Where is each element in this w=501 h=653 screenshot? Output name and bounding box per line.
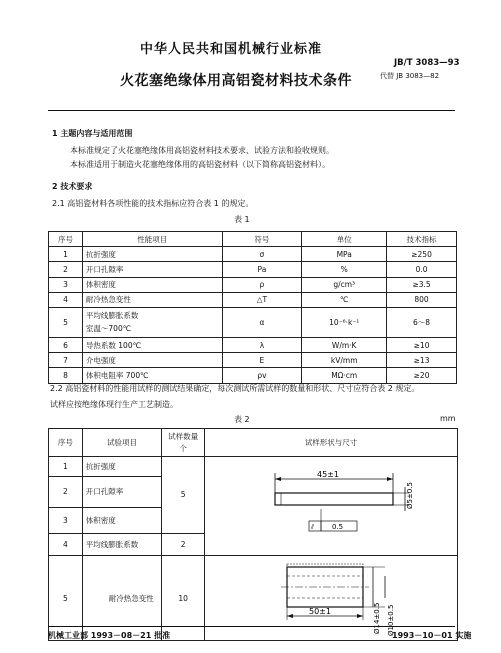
- table-row: [49, 556, 458, 641]
- table-cell-multiline: [82, 307, 222, 337]
- table-cell: 抗折强度: [82, 247, 222, 262]
- section-1-heading: 1 主题内容与适用范围: [52, 129, 133, 138]
- table-2-header: 序号: [49, 429, 83, 457]
- table-cell: 6～8: [387, 307, 457, 337]
- table-2-header-line: 个: [179, 443, 187, 453]
- table-row: [49, 353, 457, 368]
- section-2-2-line2: 试样应按绝缘体现行生产工艺制造。: [50, 400, 178, 409]
- drawing-1-tolerance: 0.5: [331, 523, 344, 531]
- table-cell: 3: [49, 277, 83, 292]
- table-cell-line: 平均线膨胀系数: [85, 311, 139, 321]
- effective-date: 1993－10－01 实施: [392, 631, 472, 640]
- table-cell: 5: [49, 307, 83, 337]
- drawing-2-length: 50±1: [308, 607, 331, 616]
- table-cell: 8: [49, 368, 83, 383]
- table-cell: λ: [222, 337, 302, 352]
- issued-by: 机械工业部 1993－08－21 批准: [48, 631, 171, 640]
- table-cell: Pa: [222, 262, 302, 277]
- replaces-standard: 代替 JB 3083—82: [380, 72, 440, 80]
- table-row: [49, 337, 457, 352]
- table-1-header-row: [49, 232, 457, 247]
- table-cell: 体积密度: [82, 507, 162, 533]
- table-cell: 体积电阻率 700℃: [82, 368, 222, 383]
- table-cell: MΩ·cm: [302, 368, 387, 383]
- table-cell: ≥13: [387, 353, 457, 368]
- table-2: [48, 428, 458, 641]
- table-2-header-line: 试样数量: [168, 431, 199, 441]
- table-2-header: 试样形状与尺寸: [204, 429, 457, 457]
- drawing-1-length: 45±1: [316, 470, 339, 479]
- table-cell: ≥10: [387, 337, 457, 352]
- document-title: 火花塞绝缘体用高铝瓷材料技术条件: [120, 73, 352, 89]
- table-cell: 5: [162, 457, 205, 534]
- table-cell: 开口孔隙率: [82, 262, 222, 277]
- section-1-p2: 本标准适用于制造火花塞绝缘体用的高铝瓷材料（以下简称高铝瓷材料）。: [70, 160, 330, 169]
- table-1: [48, 231, 457, 384]
- section-2-heading: 2 技术要求: [52, 182, 93, 191]
- table-cell: 6: [49, 337, 83, 352]
- table-row: [49, 247, 457, 262]
- table-1-header: 技术指标: [387, 232, 457, 247]
- standard-number: JB/T 3083—93: [394, 58, 460, 68]
- footer-rule: [48, 626, 455, 627]
- table-row: [49, 457, 458, 477]
- table-row: [49, 307, 457, 337]
- table-cell: 耐冷热急变性: [82, 292, 222, 307]
- table-cell: σ: [222, 247, 302, 262]
- table-cell: 2: [162, 533, 205, 555]
- table-cell: 800: [387, 292, 457, 307]
- table-cell: △T: [222, 292, 302, 307]
- table-cell: W/m·K: [302, 337, 387, 352]
- table-cell: ℃: [302, 292, 387, 307]
- issuing-org: 中华人民共和国机械行业标准: [140, 42, 323, 57]
- table-cell: E: [222, 353, 302, 368]
- table-row: [49, 368, 457, 383]
- table-cell: 开口孔隙率: [82, 477, 162, 508]
- table-cell: 1: [49, 457, 83, 477]
- drawing-2-id: Ø10±0.5: [386, 604, 395, 636]
- table-cell: 2: [49, 477, 83, 508]
- specimen-drawing-cell-2: [204, 556, 457, 641]
- table-cell: α: [222, 307, 302, 337]
- table-cell: ≥20: [387, 368, 457, 383]
- table-cell: 体积密度: [82, 277, 222, 292]
- drawing-1-diameter: Ø5±0.5: [405, 482, 414, 509]
- table-1-header: 性能项目: [82, 232, 222, 247]
- table-cell: 1: [49, 247, 83, 262]
- table-cell: 4: [49, 292, 83, 307]
- table-cell: 平均线膨胀系数: [82, 533, 162, 555]
- table-2-caption: 表 2: [234, 415, 250, 424]
- section-2-1: 2.1 高铝瓷材料各项性能的技术指标应符合表 1 的规定。: [52, 199, 254, 208]
- table-cell: 介电强度: [82, 353, 222, 368]
- table-1-header: 序号: [49, 232, 83, 247]
- table-2-header-row: [49, 429, 458, 457]
- table-cell: 7: [49, 353, 83, 368]
- specimen-drawing-cell-1: [204, 457, 457, 556]
- table-row: [49, 262, 457, 277]
- table-cell: 抗折强度: [82, 457, 162, 477]
- table-cell: 3: [49, 507, 83, 533]
- table-cell-line: 室温～700℃: [85, 324, 132, 334]
- table-2-header-qty: [162, 429, 205, 457]
- table-cell: kV/mm: [302, 353, 387, 368]
- table-cell: ρ: [222, 277, 302, 292]
- table-cell: 耐冷热急变性: [82, 556, 162, 641]
- table-1-header: 符号: [222, 232, 302, 247]
- section-2-2-line1: 2.2 高铝瓷材料的性能用试样的测试结果确定，每次测试所需试样的数量和形状、尺寸应符合表 2 规定。: [50, 384, 420, 393]
- table-cell: ≥250: [387, 247, 457, 262]
- table-cell: MPa: [302, 247, 387, 262]
- table-cell: 5: [49, 556, 83, 641]
- specimen-bar-drawing: [205, 457, 457, 553]
- table-cell: %: [302, 262, 387, 277]
- table-cell: 2: [49, 262, 83, 277]
- table-1-caption: 表 1: [234, 215, 250, 224]
- section-1-p1: 本标准规定了火花塞绝缘体用高铝瓷材料技术要求、试验方法和验收规则。: [70, 146, 334, 155]
- table-cell: 10⁻⁶·k⁻¹: [302, 307, 387, 337]
- table-1-header: 单位: [302, 232, 387, 247]
- table-cell: g/cm³: [302, 277, 387, 292]
- table-cell: 10: [162, 556, 205, 641]
- table-2-header: 试验项目: [82, 429, 162, 457]
- table-cell: 4: [49, 533, 83, 555]
- table-cell: ≥3.5: [387, 277, 457, 292]
- drawing-2-od: Ø14±0.5: [372, 602, 381, 634]
- table-cell: 导热系数 100℃: [82, 337, 222, 352]
- table-cell: 0.0: [387, 262, 457, 277]
- header-rule: [48, 110, 455, 111]
- parallel-symbol: ⫽: [310, 523, 315, 531]
- table-row: [49, 292, 457, 307]
- table-2-unit: mm: [440, 414, 456, 423]
- table-cell: ρv: [222, 368, 302, 383]
- table-row: [49, 277, 457, 292]
